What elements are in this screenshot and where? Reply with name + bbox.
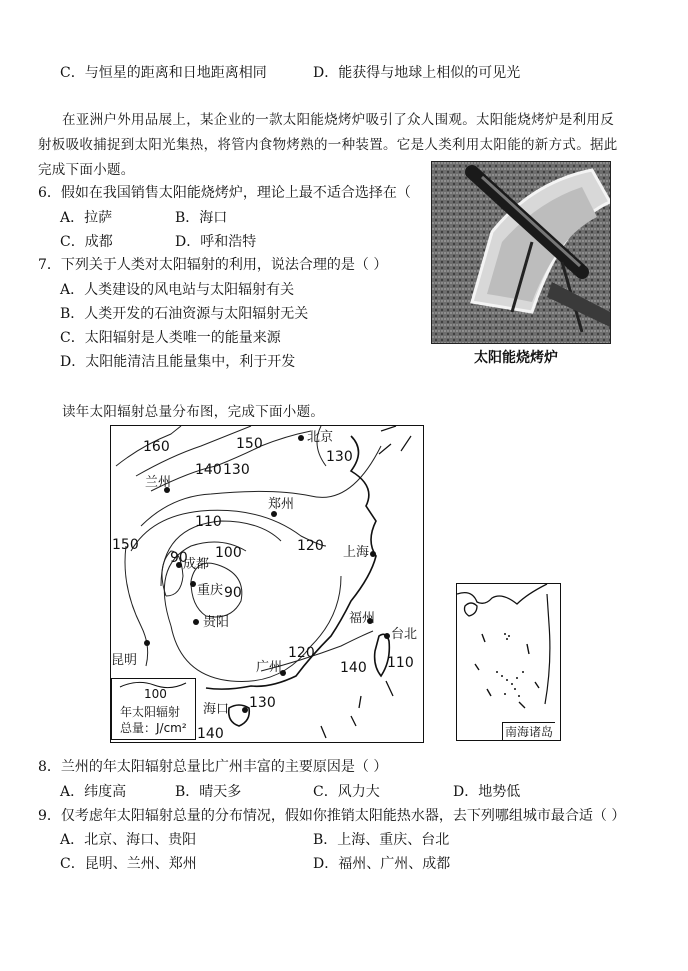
intro1-line1: 在亚洲户外用品展上，某企业的一款太阳能烧烤炉吸引了众人围观。太阳能烧烤炉是利用反 — [62, 112, 614, 128]
legend-text2: 总量：J/cm² — [120, 721, 187, 735]
intro1-line3: 完成下面小题。 — [38, 162, 135, 178]
iso-150-left: 150 — [112, 537, 139, 553]
q6-stem: 6．假如在我国销售太阳能烧烤炉，理论上最不适合选择在（ — [38, 185, 411, 201]
city-lanzhou: 兰州 — [145, 475, 172, 490]
option-d-prev: D．能获得与地球上相似的可见光 — [313, 65, 521, 81]
q9-option-b: B．上海、重庆、台北 — [313, 832, 450, 848]
q8-option-b: B．晴天多 — [175, 784, 242, 800]
city-guangzhou: 广州 — [256, 660, 283, 675]
city-taipei: 台北 — [391, 627, 418, 642]
q7-option-c: C．太阳辐射是人类唯一的能量来源 — [60, 330, 281, 346]
q6-option-d: D．呼和浩特 — [175, 234, 257, 250]
legend-text1: 年太阳辐射 — [120, 705, 181, 719]
city-chengdu: 成都 — [183, 557, 210, 572]
q6-option-a: A．拉萨 — [60, 210, 113, 226]
iso-110-taiwan: 110 — [387, 655, 414, 671]
city-haikou: 海口 — [203, 702, 230, 717]
city-fuzhou: 福州 — [349, 611, 376, 626]
q7-stem: 7．下列关于人类对太阳辐射的利用，说法合理的是（ ） — [38, 257, 388, 273]
q8-option-d: D．地势低 — [453, 784, 521, 800]
city-kunming: 昆明 — [111, 653, 138, 668]
south-china-sea-inset — [456, 583, 561, 741]
iso-140-east: 140 — [340, 660, 367, 676]
q8-option-a: A．纬度高 — [60, 784, 127, 800]
iso-160: 160 — [143, 439, 170, 455]
city-zhengzhou: 郑州 — [268, 497, 295, 512]
solar-radiation-map — [110, 425, 424, 743]
iso-130-top: 130 — [223, 462, 250, 478]
iso-90-left: 90 — [170, 550, 188, 566]
q9-option-d: D．福州、广州、成都 — [313, 856, 451, 872]
iso-120-south: 120 — [288, 645, 315, 661]
city-chongqing: 重庆 — [197, 583, 224, 598]
solar-grill-photo — [431, 161, 611, 344]
city-shanghai: 上海 — [343, 545, 370, 560]
iso-130-south: 130 — [249, 695, 276, 711]
q8-option-c: C．风力大 — [313, 784, 380, 800]
map-legend — [111, 678, 196, 740]
city-beijing: 北京 — [307, 430, 334, 445]
q6-option-c: C．成都 — [60, 234, 113, 250]
q7-option-d: D．太阳能清洁且能量集中，利于开发 — [60, 354, 296, 370]
q7-option-a: A．人类建设的风电站与太阳辐射有关 — [60, 282, 295, 298]
q9-option-c: C．昆明、兰州、郑州 — [60, 856, 197, 872]
q9-stem: 9．仅考虑年太阳辐射总量的分布情况，假如你推销太阳能热水器，去下列哪组城市最合适（ ） — [38, 808, 626, 824]
intro2: 读年太阳辐射总量分布图，完成下面小题。 — [62, 404, 325, 420]
iso-110: 110 — [195, 514, 222, 530]
iso-130-beijing: 130 — [326, 449, 353, 465]
photo-caption: 太阳能烧烤炉 — [474, 350, 558, 366]
iso-150-top: 150 — [236, 436, 263, 452]
iso-120-mid: 120 — [297, 538, 324, 554]
iso-100: 100 — [215, 545, 242, 561]
q6-option-b: B．海口 — [175, 210, 228, 226]
iso-90-right: 90 — [224, 585, 242, 601]
city-guiyang: 贵阳 — [203, 615, 230, 630]
intro1-line2: 射板吸收捕捉到太阳光集热，将管内食物烤熟的一种装置。它是人类利用太阳能的新方式。据此 — [38, 137, 618, 153]
inset-label: 南海诸岛 — [502, 722, 555, 740]
option-c-prev: C．与恒星的距离和日地距离相同 — [60, 65, 267, 81]
q8-stem: 8．兰州的年太阳辐射总量比广州丰富的主要原因是（ ） — [38, 759, 388, 775]
q9-option-a: A．北京、海口、贵阳 — [60, 832, 197, 848]
legend-value: 100 — [144, 687, 167, 701]
iso-140-top: 140 — [195, 462, 222, 478]
q7-option-b: B．人类开发的石油资源与太阳辐射无关 — [60, 306, 309, 322]
iso-140-south: 140 — [197, 726, 224, 742]
